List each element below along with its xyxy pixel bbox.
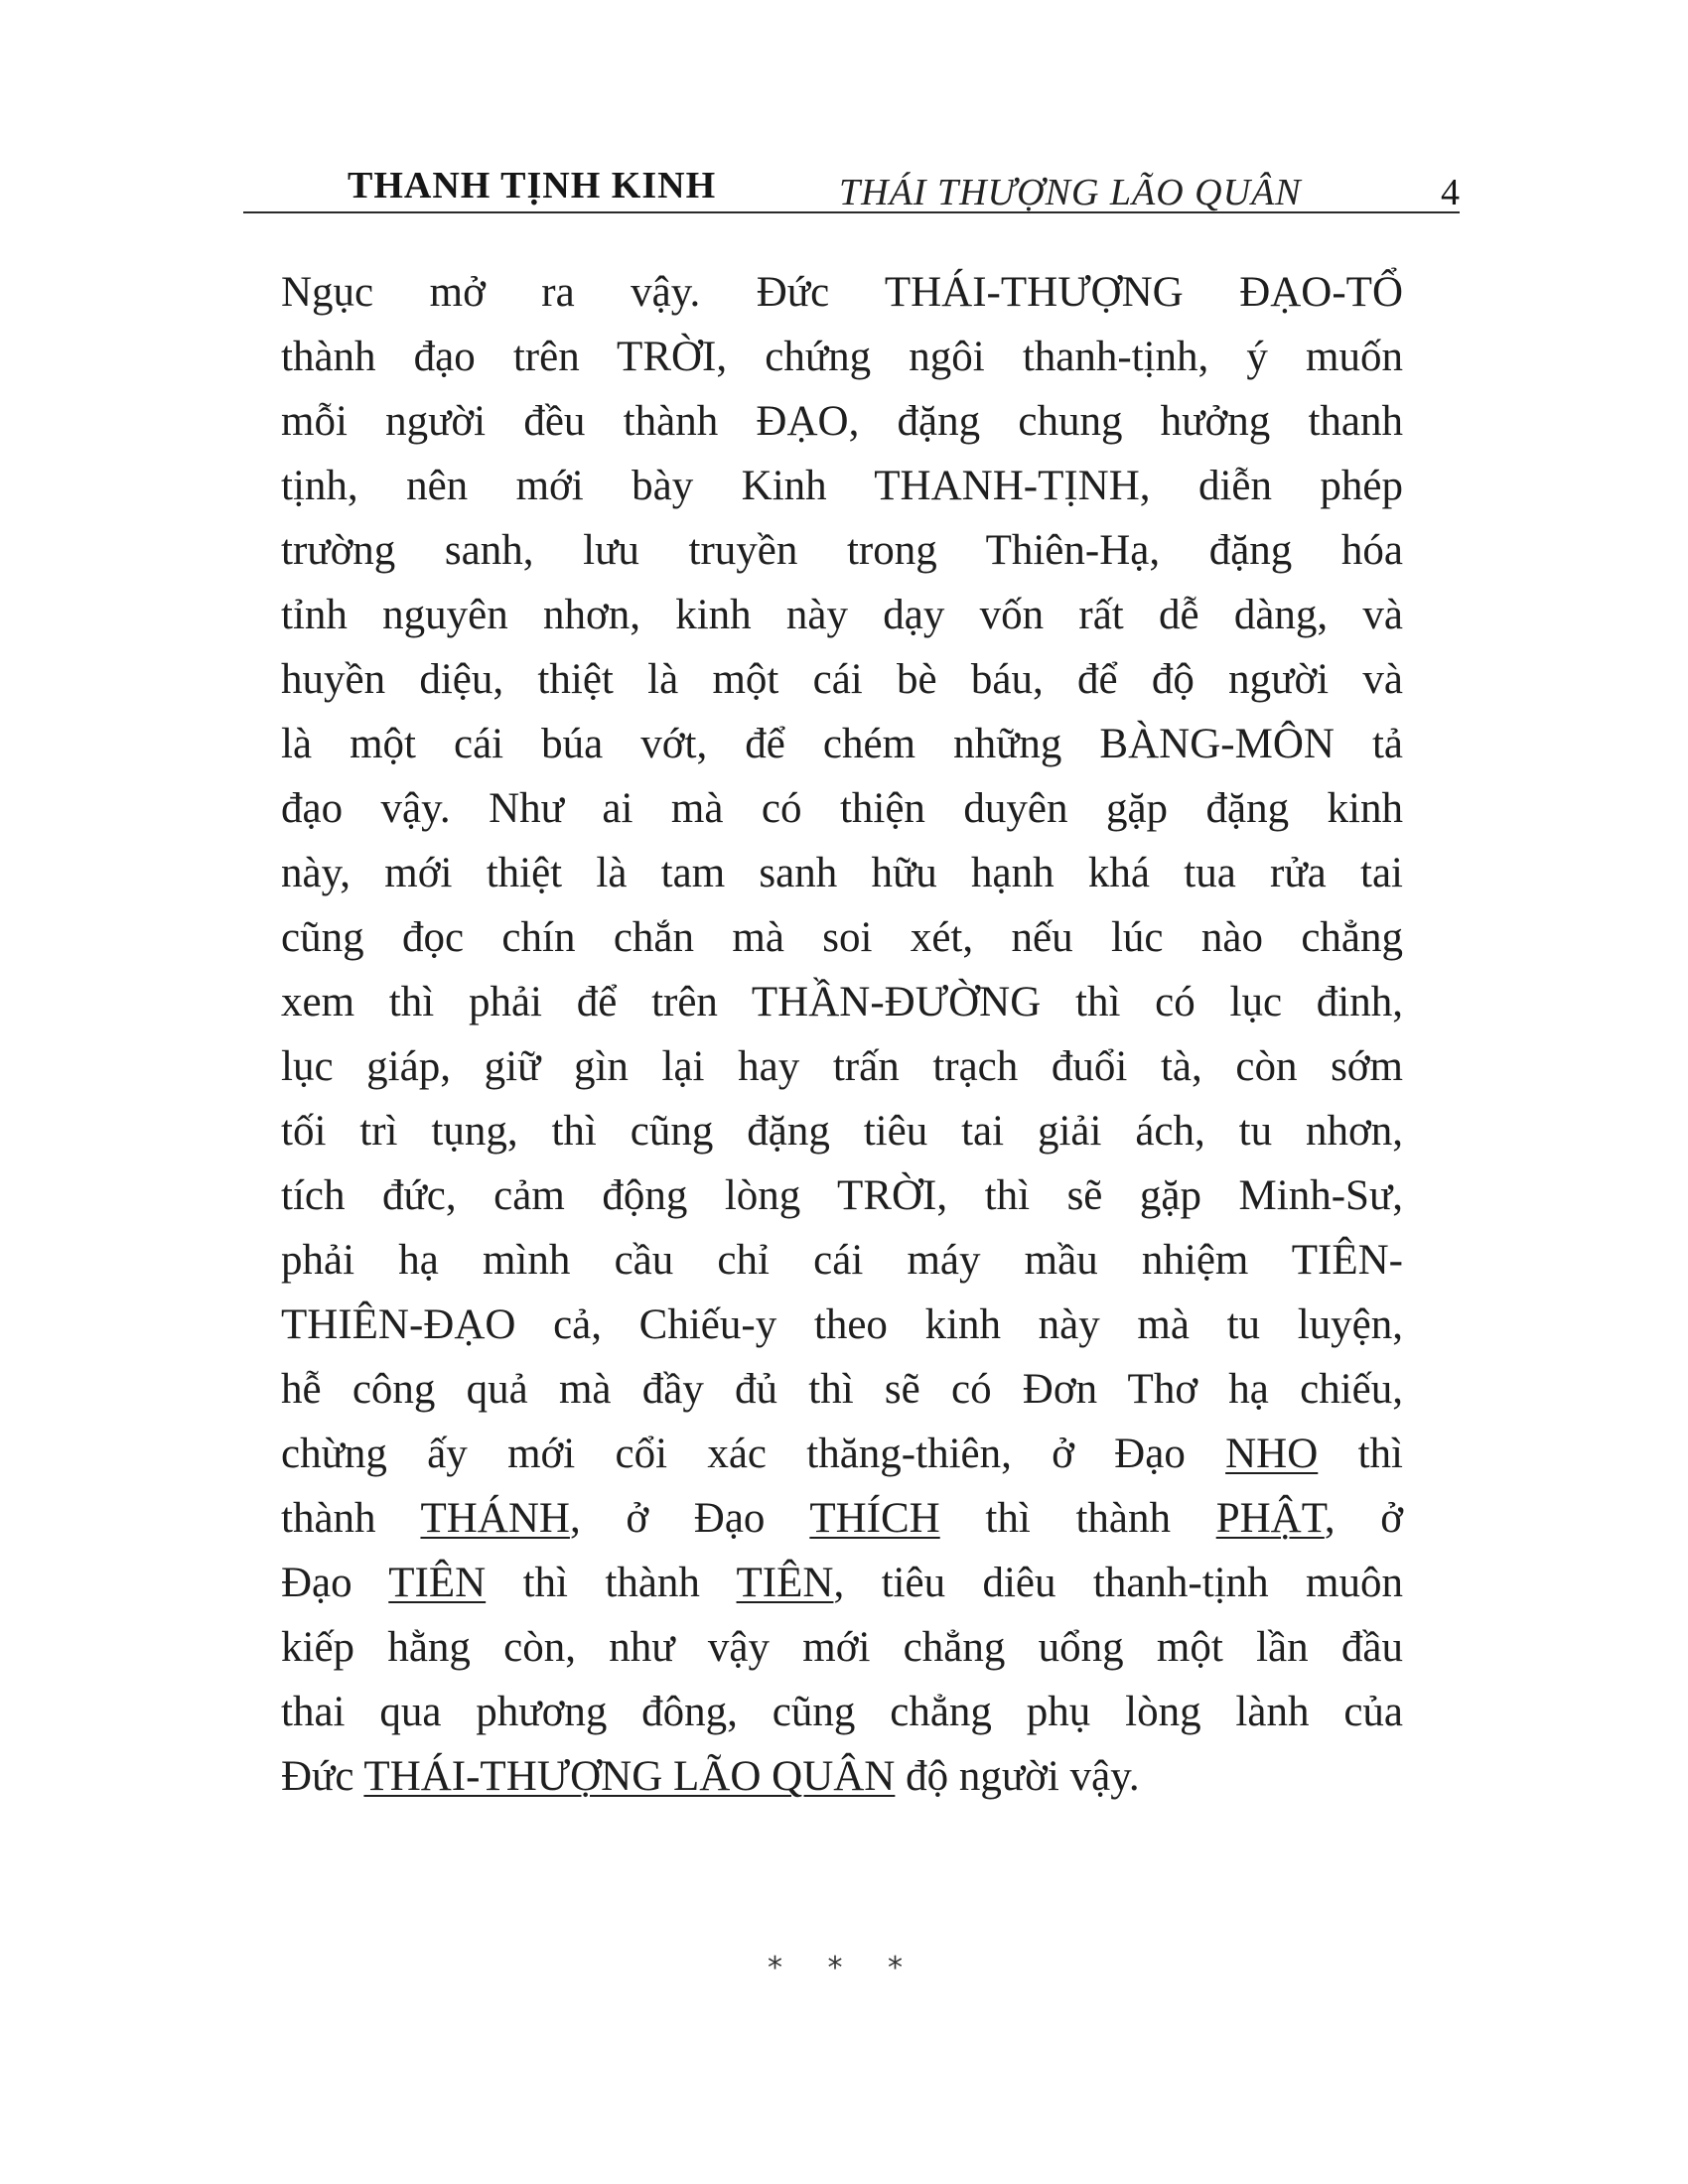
underlined-term: THÁI-THƯỢNG LÃO QUÂN [363, 1753, 896, 1800]
text-line: THIÊN-ĐẠO cả, Chiếu-y theo kinh này mà tu luyện, [281, 1301, 1403, 1348]
underlined-term: THÁNH [420, 1495, 570, 1542]
page-number: 4 [1441, 172, 1460, 213]
text-segment: , ở Đạo [569, 1495, 810, 1542]
text-segment: thì thành [939, 1495, 1216, 1542]
text-line: cũng đọc chín chắn mà soi xét, nếu lúc nào chẳng [281, 914, 1403, 961]
text-segment: thì [1318, 1431, 1403, 1477]
text-line: tích đức, cảm động lòng TRỜI, thì sẽ gặp Minh-Sư, [281, 1172, 1403, 1219]
text-line: huyền diệu, thiệt là một cái bè báu, để độ người và [281, 656, 1403, 703]
text-line: mỗi người đều thành ĐẠO, đặng chung hưởng thanh [281, 398, 1403, 445]
section-subtitle: THÁI THƯỢNG LÃO QUÂN [839, 172, 1302, 213]
text-line [281, 1486, 1403, 1551]
text-line [281, 1744, 1403, 1809]
text-segment: Đạo [281, 1560, 389, 1606]
underlined-term: NHO [1225, 1431, 1319, 1477]
header-rule [243, 211, 1460, 213]
text-line [281, 1422, 1403, 1486]
text-line: trường sanh, lưu truyền trong Thiên-Hạ, đặng hóa [281, 527, 1403, 574]
book-title: THANH TỊNH KINH [348, 165, 717, 206]
text-line: xem thì phải để trên THẦN-ĐƯỜNG thì có lục đinh, [281, 979, 1403, 1025]
text-line: Ngục mở ra vậy. Đức THÁI-THƯỢNG ĐẠO-TỔ [281, 269, 1403, 316]
text-segment: chừng ấy mới cổi xác thăng-thiên, ở Đạo [281, 1431, 1226, 1477]
text-line: tỉnh nguyên nhơn, kinh này dạy vốn rất dễ dàng, và [281, 592, 1403, 638]
body-paragraph [281, 260, 1403, 1809]
text-line: đạo vậy. Như ai mà có thiện duyên gặp đặng kinh [281, 785, 1403, 832]
text-line: thai qua phương đông, cũng chẳng phụ lòng lành của [281, 1689, 1403, 1735]
text-line: là một cái búa vớt, để chém những BÀNG-MÔN tả [281, 721, 1403, 767]
text-line: phải hạ mình cầu chỉ cái máy mầu nhiệm TIÊN- [281, 1237, 1403, 1284]
text-line: kiếp hằng còn, như vậy mới chẳng uổng một lần đầu [281, 1624, 1403, 1671]
text-line: hễ công quả mà đầy đủ thì sẽ có Đơn Thơ hạ chiếu, [281, 1366, 1403, 1413]
section-ornament: * * * [767, 1951, 921, 1985]
text-segment: , ở [1324, 1495, 1403, 1542]
text-line: tịnh, nên mới bày Kinh THANH-TỊNH, diễn phép [281, 463, 1403, 509]
text-line: này, mới thiệt là tam sanh hữu hạnh khá tua rửa tai [281, 850, 1403, 896]
text-line: lục giáp, giữ gìn lại hay trấn trạch đuổi tà, còn sớm [281, 1043, 1403, 1090]
underlined-term: TIÊN [736, 1560, 834, 1606]
text-line: thành đạo trên TRỜI, chứng ngôi thanh-tịnh, ý muốn [281, 334, 1403, 380]
text-line [281, 1551, 1403, 1615]
underlined-term: THÍCH [809, 1495, 940, 1542]
text-segment: , tiêu diêu thanh-tịnh muôn [833, 1560, 1403, 1606]
text-segment: thành [281, 1495, 421, 1542]
underlined-term: PHẬT [1215, 1495, 1325, 1542]
underlined-term: TIÊN [388, 1560, 487, 1606]
text-segment: độ người vậy. [895, 1753, 1140, 1800]
text-line: tối trì tụng, thì cũng đặng tiêu tai giải ách, tu nhơn, [281, 1108, 1403, 1155]
text-segment: thì thành [486, 1560, 737, 1606]
text-segment: Đức [281, 1753, 364, 1800]
running-header [243, 159, 1460, 218]
